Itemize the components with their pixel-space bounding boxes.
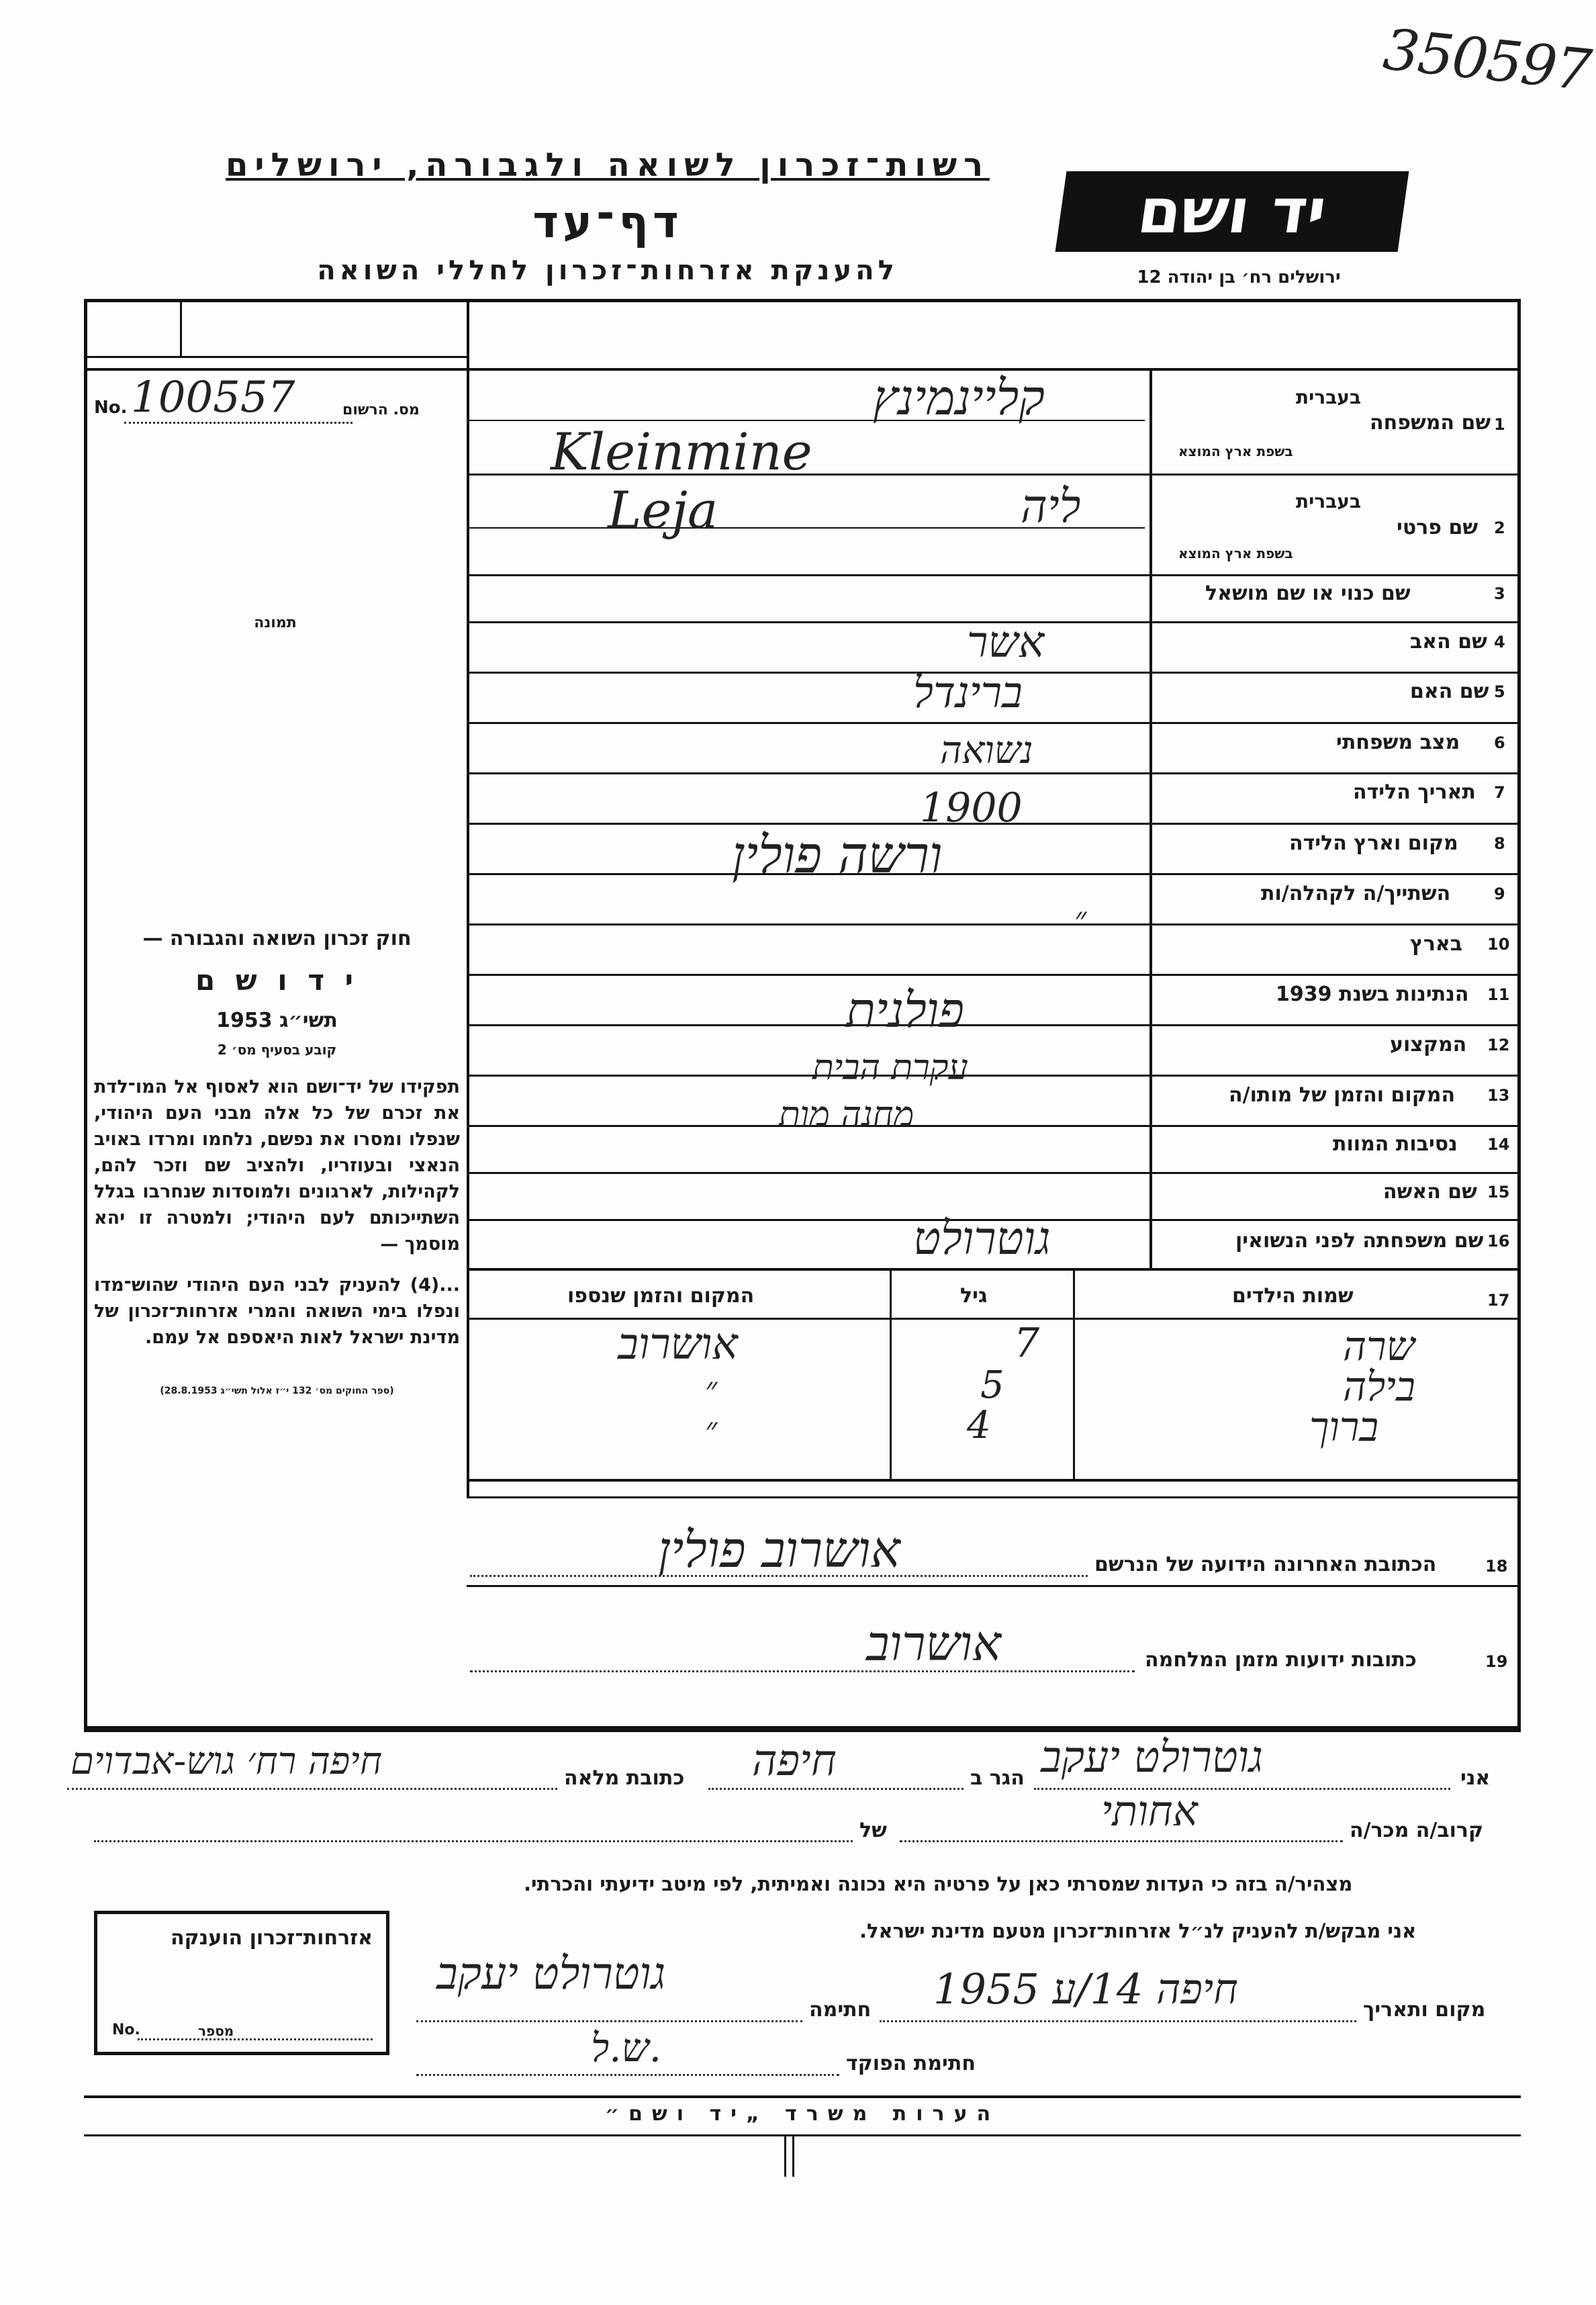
child-3-place: ״	[705, 1410, 718, 1448]
law-clause: קובע בסעיף מס׳ 2	[217, 1042, 337, 1058]
law-reference: (ספר החוקים מס׳ 132 י״ז אלול תשי״ג 28.8.1953)	[160, 1386, 394, 1396]
field-7-value: 1900	[920, 784, 1023, 831]
field-18-label: הכתובת האחרונה הידועה של הנרשם	[1094, 1553, 1437, 1576]
field-12-value: עקרת הבית	[812, 1048, 968, 1088]
field-2-orig-label: בשפת ארץ המוצא	[1178, 545, 1293, 561]
children-age-header: גיל	[960, 1284, 988, 1308]
field-6-label: מצב משפחתי	[1336, 731, 1460, 754]
field-18-number: 18	[1485, 1557, 1508, 1576]
field-11-number: 11	[1487, 985, 1510, 1004]
declarant-name: גוטרולט יעקב	[1041, 1733, 1263, 1782]
field-1-orig-label: בשפת ארץ המוצא	[1178, 443, 1293, 459]
field-11-value: פולנית	[846, 982, 965, 1038]
page-title: דף־עד	[532, 196, 683, 248]
field-17-number: 17	[1487, 1291, 1510, 1310]
field-16-value: גוטרולט	[913, 1212, 1051, 1265]
field-1-value-orig: Kleinmine	[551, 422, 812, 482]
child-1-name: שרה	[1343, 1323, 1415, 1370]
field-3-number: 3	[1494, 584, 1505, 603]
field-9-label: השתייך/ה לקהלה/ות	[1261, 882, 1451, 905]
field-14-label: נסיבות המוות	[1333, 1132, 1458, 1156]
child-2-age: 5	[980, 1363, 1004, 1407]
field-2-heb-label: בעברית	[1296, 490, 1362, 512]
field-10-label: בארץ	[1410, 932, 1463, 956]
field-5-number: 5	[1494, 682, 1505, 701]
place-date-label: מקום ותאריך	[1363, 1998, 1486, 2022]
field-4-number: 4	[1494, 633, 1505, 651]
field-15-number: 15	[1487, 1183, 1510, 1202]
declaration-statement-2: אני מבקש/ת להעניק לנ״ל אזרחות־זכרון מטעם מדינת ישראל.	[859, 1919, 1417, 1942]
field-16-label: שם משפחתה לפני הנשואין	[1235, 1229, 1484, 1253]
field-14-number: 14	[1487, 1135, 1510, 1154]
field-9-number: 9	[1494, 885, 1505, 903]
children-place-header: המקום והזמן שנספו	[567, 1284, 755, 1308]
field-2-label: שם פרטי	[1397, 516, 1478, 539]
signature-label: חתימה	[809, 1998, 872, 2022]
field-6-number: 6	[1494, 733, 1505, 752]
field-19-value: אושרוב	[866, 1615, 1002, 1672]
declaration-i-label: אני	[1460, 1766, 1491, 1790]
child-1-place: אושרוב	[618, 1320, 738, 1369]
field-1-heb-label: בעברית	[1296, 386, 1362, 408]
declarant-signature: גוטרולט יעקב	[436, 1948, 666, 1999]
field-8-number: 8	[1494, 834, 1505, 853]
field-4-label: שם האב	[1410, 630, 1487, 653]
registration-number: 100557	[131, 373, 295, 422]
declaration-relation: אחותי	[1101, 1787, 1198, 1836]
field-12-label: המקצוע	[1390, 1033, 1467, 1056]
children-names-header: שמות הילדים	[1232, 1284, 1354, 1308]
field-18-value: אושרוב פולין	[658, 1521, 900, 1579]
declaration-address-label: כתובת מלאה	[564, 1766, 685, 1790]
stamp-box-number-label: מספר	[198, 2023, 234, 2039]
child-3-age: 4	[967, 1404, 991, 1447]
declarant-city: חיפה	[752, 1736, 837, 1786]
field-5-value: ברינדל	[913, 668, 1023, 718]
field-2-value-heb: ליה	[1021, 480, 1081, 533]
field-5-label: שם האם	[1410, 680, 1489, 703]
field-19-number: 19	[1485, 1652, 1508, 1671]
field-8-value: ורשה פולין	[732, 825, 943, 885]
law-name: י ד ו ש ם	[195, 964, 359, 997]
field-1-number: 1	[1494, 415, 1505, 434]
field-3-label: שם כנוי או שם מושאל	[1205, 582, 1411, 605]
field-13-label: המקום והזמן של מותו/ה	[1229, 1083, 1456, 1107]
field-2-number: 2	[1494, 518, 1505, 537]
field-15-label: שם האשה	[1383, 1180, 1477, 1204]
page-subtitle: להענקת אזרחות־זכרון לחללי השואה	[317, 255, 898, 286]
declaration-resides-label: הגר ב	[970, 1766, 1025, 1790]
law-title: חוק זכרון השואה והגבורה —	[142, 927, 412, 950]
declarant-address: חיפה רח׳ גוש-אבדוים	[71, 1739, 382, 1783]
field-1-label: שם המשפחה	[1370, 411, 1491, 435]
field-10-number: 10	[1487, 935, 1510, 954]
citizenship-stamp-box	[94, 1911, 389, 2055]
place-date-value: חיפה 14/ע 1955	[933, 1964, 1238, 2014]
archive-number: 350597	[1380, 16, 1593, 103]
field-1-value-heb: קליינמינץ	[873, 369, 1045, 426]
officer-signature-label: חתימת הפוקד	[846, 2052, 976, 2075]
field-19-label: כתובות ידועות מזמן המלחמה	[1145, 1648, 1417, 1672]
field-7-label: תאריך הלידה	[1353, 780, 1476, 804]
field-7-number: 7	[1494, 783, 1505, 802]
field-12-number: 12	[1487, 1036, 1510, 1054]
field-11-label: הנתינות בשנת 1939	[1276, 983, 1469, 1006]
field-13-value: מחנה מות	[779, 1095, 914, 1135]
child-2-place: ״	[705, 1370, 718, 1408]
stamp-box-title: אזרחות־זכרון הוענקה	[170, 1926, 373, 1950]
officer-signature: ש.ל.	[591, 2025, 662, 2071]
field-8-label: מקום וארץ הלידה	[1289, 831, 1458, 855]
law-panel	[94, 927, 460, 1396]
stamp-box-no-label: No.	[112, 2022, 140, 2038]
child-2-name: בילה	[1343, 1363, 1415, 1410]
logo-address: ירושלים רח׳ בן יהודה 12	[1137, 267, 1341, 287]
declaration-relative-label: קרוב/ה מכר/ה	[1350, 1819, 1484, 1842]
photo-label: תמונה	[254, 615, 297, 631]
law-text: תפקידו של יד־ושם הוא לאסוף אל המו־לדת את זכרם של כל אלה מבני העם היהודי, שנפלו ומסרו את נפשם, נלחמו ומרדו באויב הנאצי ובעוזריו, ולהציב שם וזכר להם, לקהילות, לארגונים ולמוסדות שנחרבו בגלל השתייכותם לעם היהודי; ולמטרה זו יהא מוסמך —	[94, 1077, 460, 1255]
registration-label: מס. הרשום	[342, 402, 420, 418]
field-16-number: 16	[1487, 1232, 1510, 1251]
declaration-of-label: של	[859, 1819, 887, 1842]
field-6-value: נשואה	[940, 729, 1033, 772]
law-year: תשי״ג 1953	[216, 1009, 338, 1032]
org-line: רשות־זכרון לשואה ולגבורה, ירושלים	[225, 146, 990, 184]
declaration-statement-1: מצהיר/ה בזה כי העדות שמסרתי כאן על פרטיה היא נכונה ואמיתית, לפי מיטב ידיעתי והכרתי.	[524, 1872, 1353, 1895]
field-2-value-orig: Leja	[608, 480, 718, 540]
child-1-age: 7	[1014, 1320, 1040, 1367]
field-4-value: אשר	[967, 618, 1045, 668]
field-13-number: 13	[1487, 1086, 1510, 1105]
yad-vashem-logo: יד ושם	[1055, 171, 1409, 252]
office-notes-label: הערות משרד „יד ושם״	[604, 2102, 1000, 2126]
field-9-value: ״	[1074, 900, 1087, 938]
child-3-name: ברוך	[1309, 1404, 1379, 1451]
registration-no-label: No.	[94, 398, 128, 418]
law-text-2: ...(4) להעניק לבני העם היהודי שהוש־מדו ונפלו בימי השואה והמרי אזרחות־זכרון של מדינת ישראל לאות היאספם אל עמם.	[94, 1275, 460, 1348]
